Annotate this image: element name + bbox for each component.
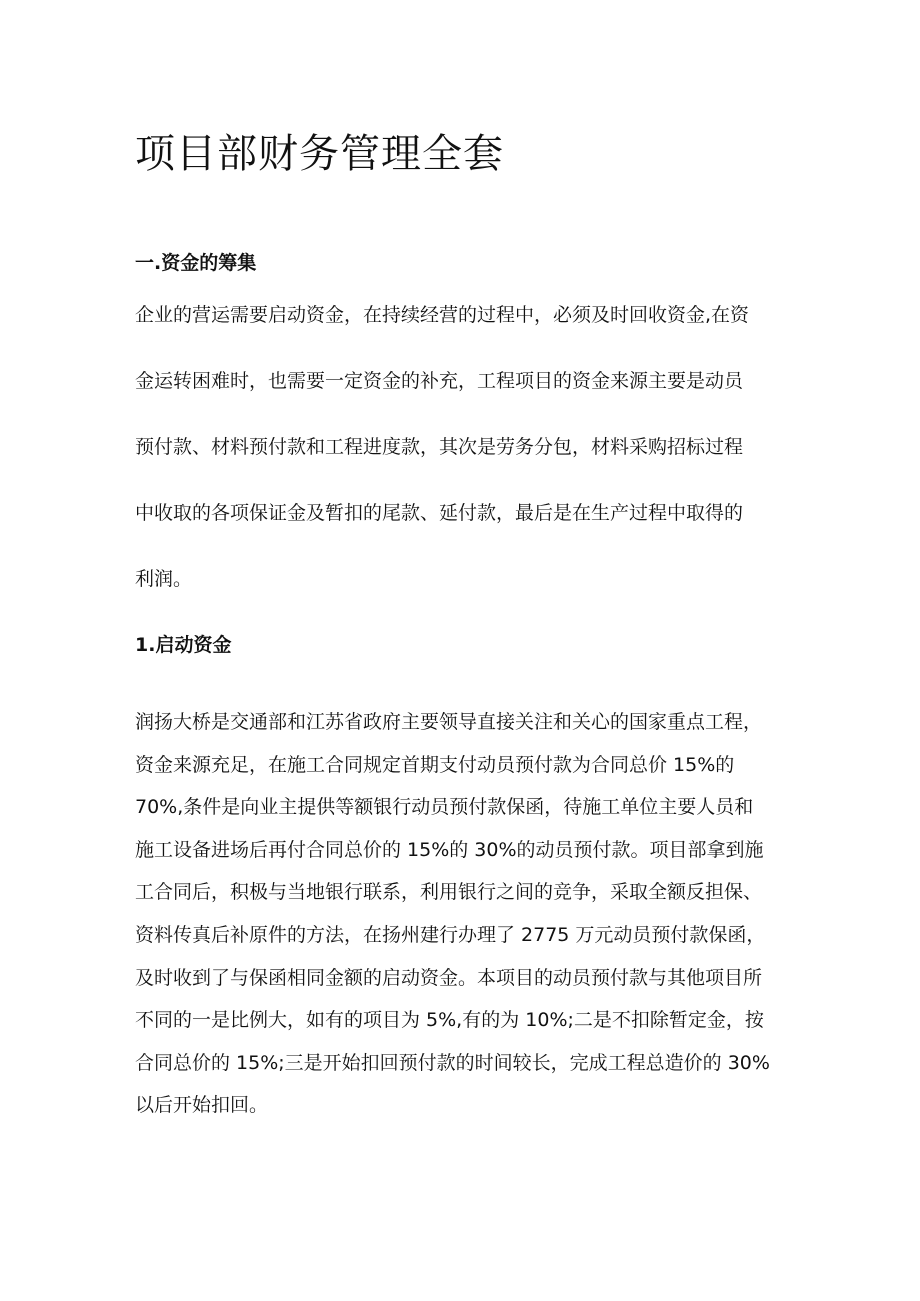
paragraph-line: 以后开始扣回。 bbox=[135, 1094, 269, 1117]
paragraph-line: 预付款、材料预付款和工程进度款，其次是劳务分包，材料采购招标过程 bbox=[135, 436, 744, 458]
paragraph-line: 不同的一是比例大，如有的项目为 5%,有的为 10%;二是不扣除暂定金，按 bbox=[135, 1009, 764, 1032]
paragraph-line: 中收取的各项保证金及暂扣的尾款、延付款，最后是在生产过程中取得的 bbox=[135, 502, 744, 524]
paragraph-line: 合同总价的 15%;三是开始扣回预付款的时间较长，完成工程总造价的 30% bbox=[135, 1051, 770, 1074]
paragraph-line: 70%,条件是向业主提供等额银行动员预付款保函，待施工单位主要人员和 bbox=[135, 796, 754, 819]
document-title: 项目部财务管理全套 bbox=[135, 131, 504, 177]
section-heading: 一.资金的筹集 bbox=[135, 252, 257, 274]
paragraph-line: 工合同后，积极与当地银行联系，利用银行之间的竞争，采取全额反担保、 bbox=[135, 881, 763, 904]
paragraph-line: 及时收到了与保函相同金额的启动资金。本项目的动员预付款与其他项目所 bbox=[135, 966, 763, 989]
subsection-heading: 1.启动资金 bbox=[135, 634, 232, 656]
paragraph-line: 利润。 bbox=[135, 568, 193, 590]
paragraph-funding-sources bbox=[135, 301, 795, 631]
paragraph-line: 润扬大桥是交通部和江苏省政府主要领导直接关注和关心的国家重点工程， bbox=[135, 711, 763, 733]
paragraph-line: 金运转困难时，也需要一定资金的补充，工程项目的资金来源主要是动员 bbox=[135, 370, 744, 392]
paragraph-line: 资料传真后补原件的方法，在扬州建行办理了 2775 万元动员预付款保函， bbox=[135, 923, 766, 946]
paragraph-startup-funds bbox=[135, 708, 805, 1134]
paragraph-line: 企业的营运需要启动资金，在持续经营的过程中，必须及时回收资金,在资 bbox=[135, 304, 750, 326]
paragraph-line: 资金来源充足，在施工合同规定首期支付动员预付款为合同总价 15%的 bbox=[135, 753, 735, 776]
paragraph-line: 施工设备进场后再付合同总价的 15%的 30%的动员预付款。项目部拿到施 bbox=[135, 838, 764, 861]
